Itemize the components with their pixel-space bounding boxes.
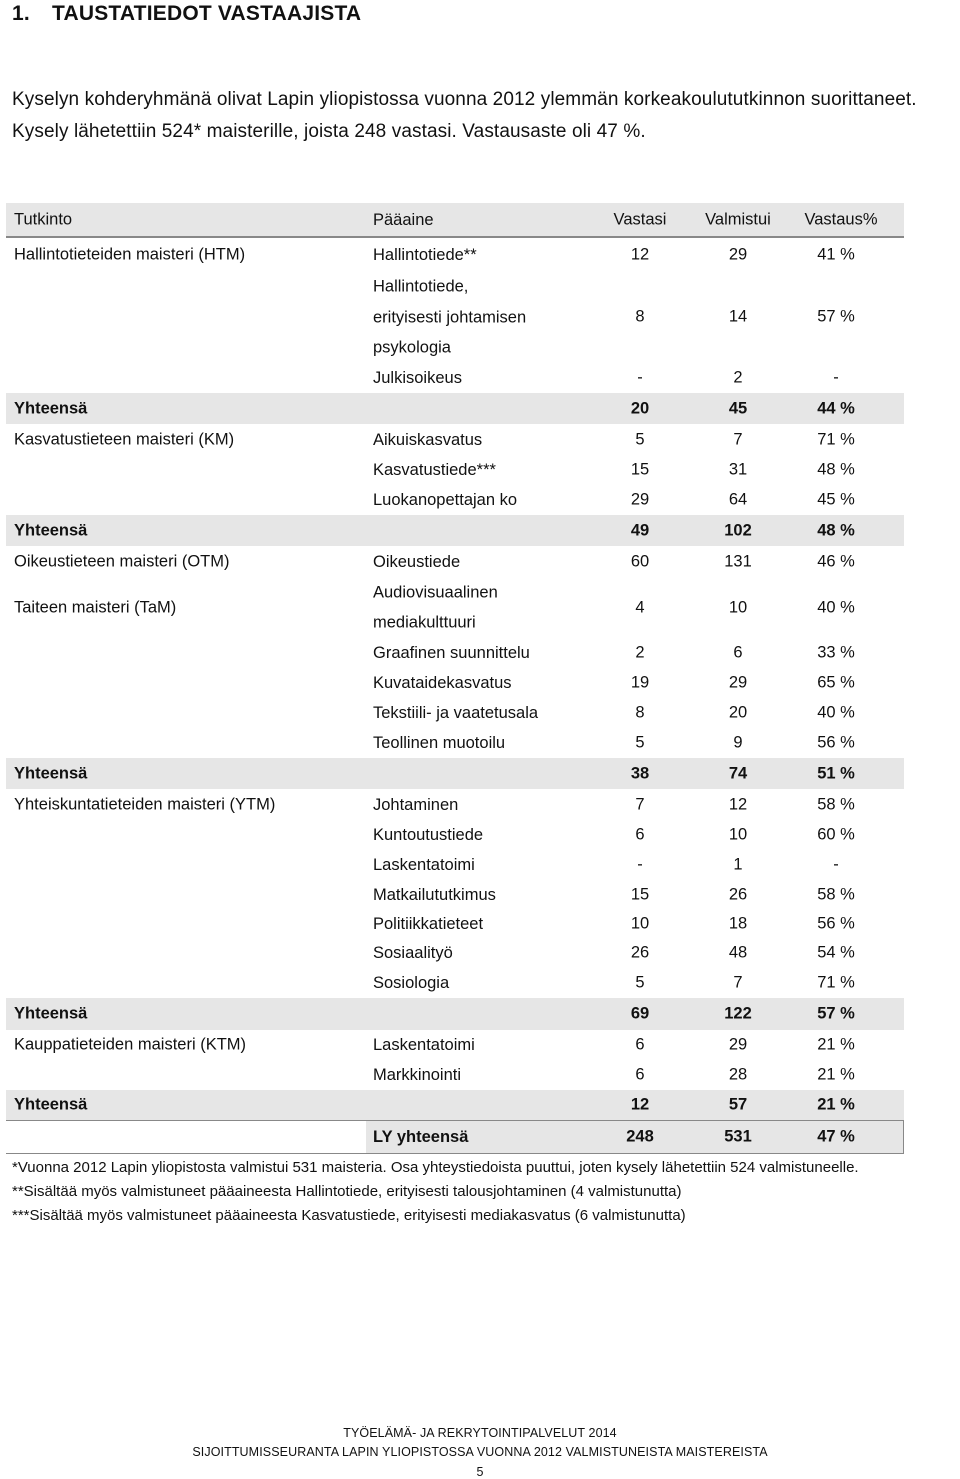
respondents-table bbox=[6, 203, 904, 1154]
table-row bbox=[6, 910, 904, 937]
cell-rate: 58 % bbox=[817, 795, 855, 813]
cell-rate: 41 % bbox=[817, 245, 855, 263]
cell-responded: 69 bbox=[630, 1004, 650, 1023]
cell-graduated: 6 bbox=[733, 643, 743, 662]
table-row bbox=[6, 1060, 904, 1090]
cell-major: Graafinen suunnittelu bbox=[373, 643, 530, 662]
header-major: Pääaine bbox=[373, 210, 434, 229]
table-row bbox=[6, 546, 904, 577]
cell-responded: 60 bbox=[630, 552, 650, 570]
cell-responded: 38 bbox=[630, 764, 650, 782]
cell-graduated: 18 bbox=[728, 914, 748, 932]
cell-graduated: 29 bbox=[728, 1035, 748, 1054]
cell-responded: 49 bbox=[630, 521, 650, 539]
cell-major: Laskentatoimi bbox=[373, 855, 475, 874]
cell-major: Hallintotiede, erityisesti johtamisen psykologia bbox=[373, 277, 527, 357]
cell-degree: Oikeustieteen maisteri (OTM) bbox=[14, 552, 230, 570]
cell-rate: 44 % bbox=[817, 399, 855, 417]
cell-graduated: 14 bbox=[728, 307, 748, 326]
cell-rate: 40 % bbox=[817, 598, 855, 616]
table-body bbox=[6, 238, 904, 1120]
cell-rate: 71 % bbox=[817, 973, 855, 992]
footer-line-1: TYÖELÄMÄ- JA REKRYTOINTIPALVELUT 2014 bbox=[343, 1426, 617, 1440]
cell-rate: 57 % bbox=[817, 307, 855, 326]
cell-degree: Taiteen maisteri (TaM) bbox=[14, 598, 177, 616]
cell-rate: 56 % bbox=[817, 914, 855, 932]
cell-degree: Kasvatustieteen maisteri (KM) bbox=[14, 430, 235, 448]
cell-graduated: 31 bbox=[728, 460, 748, 479]
cell-major: Kuntoutustiede bbox=[373, 825, 484, 844]
grand-total-rate: 47 % bbox=[817, 1127, 855, 1146]
cell-degree: Yhteensä bbox=[14, 764, 88, 782]
cell-rate: 60 % bbox=[817, 825, 855, 844]
cell-graduated: 45 bbox=[728, 399, 748, 417]
cell-major: Teollinen muotoilu bbox=[373, 733, 506, 752]
cell-responded: 2 bbox=[635, 643, 645, 662]
cell-rate: 45 % bbox=[817, 490, 855, 509]
cell-rate: 48 % bbox=[817, 460, 855, 479]
subtotal-row bbox=[6, 758, 904, 789]
grand-total-responded: 248 bbox=[626, 1127, 654, 1146]
cell-responded: 6 bbox=[635, 825, 645, 844]
cell-major: Laskentatoimi bbox=[373, 1035, 475, 1054]
cell-rate: 21 % bbox=[817, 1065, 855, 1084]
table-row bbox=[6, 937, 904, 968]
cell-degree: Kauppatieteiden maisteri (KTM) bbox=[14, 1035, 247, 1054]
cell-rate: 57 % bbox=[817, 1004, 855, 1023]
cell-rate: - bbox=[833, 368, 839, 387]
section-heading bbox=[12, 2, 362, 26]
cell-responded: 8 bbox=[635, 307, 645, 326]
cell-major: Audiovisuaalinen mediakulttuuri bbox=[373, 583, 498, 632]
table-row bbox=[6, 668, 904, 698]
cell-major: Kuvataidekasvatus bbox=[373, 673, 512, 692]
cell-rate: 51 % bbox=[817, 764, 855, 782]
footnote-1: *Vuonna 2012 Lapin yliopistosta valmistui 531 maisteria. Osa yhteystiedoista puuttui, joten kysely lähetettiin 524 valmistuneelle. bbox=[12, 1159, 859, 1176]
cell-rate: 21 % bbox=[817, 1095, 855, 1114]
cell-graduated: 1 bbox=[733, 855, 743, 874]
table-row bbox=[6, 789, 904, 820]
cell-degree: Yhteensä bbox=[14, 399, 88, 417]
intro-paragraph: Kyselyn kohderyhmänä olivat Lapin yliopistossa vuonna 2012 ylemmän korkeakoulututkinnon suorittaneet. Kysely lähetettiin 524* maisterille, joista 248 vastasi. Vastausaste oli 47 %. bbox=[12, 89, 917, 142]
cell-rate: 46 % bbox=[817, 552, 855, 570]
cell-major: Markkinointi bbox=[373, 1065, 462, 1084]
cell-rate: 65 % bbox=[817, 673, 855, 692]
cell-graduated: 57 bbox=[728, 1095, 748, 1114]
cell-responded: 12 bbox=[630, 245, 650, 263]
cell-degree: Yhteiskuntatieteiden maisteri (YTM) bbox=[14, 795, 276, 813]
grand-total-row bbox=[6, 1120, 904, 1154]
table-row bbox=[6, 485, 904, 515]
header-degree: Tutkinto bbox=[14, 210, 73, 228]
cell-rate: 48 % bbox=[817, 521, 855, 539]
cell-degree: Hallintotieteiden maisteri (HTM) bbox=[14, 245, 246, 263]
cell-rate: 58 % bbox=[817, 885, 855, 904]
cell-graduated: 64 bbox=[728, 490, 748, 509]
cell-major: Oikeustiede bbox=[373, 552, 461, 571]
footnote-3: ***Sisältää myös valmistuneet pääaineesta Kasvatustiede, erityisesti mediakasvatus (6 valmistunutta) bbox=[12, 1207, 686, 1224]
cell-responded: 15 bbox=[630, 885, 650, 904]
page-number: 5 bbox=[476, 1465, 484, 1479]
cell-major: Julkisoikeus bbox=[373, 368, 462, 387]
cell-graduated: 28 bbox=[728, 1065, 748, 1084]
cell-graduated: 10 bbox=[728, 825, 748, 844]
cell-graduated: 2 bbox=[733, 368, 743, 387]
footnote-2: **Sisältää myös valmistuneet pääaineesta Hallintotiede, erityisesti talousjohtaminen (4 valmistunutta) bbox=[12, 1183, 682, 1200]
cell-responded: 10 bbox=[630, 914, 650, 932]
cell-graduated: 10 bbox=[728, 598, 748, 616]
cell-rate: 21 % bbox=[817, 1035, 855, 1054]
cell-rate: 54 % bbox=[817, 943, 855, 961]
subtotal-row bbox=[6, 393, 904, 424]
cell-graduated: 26 bbox=[728, 885, 748, 904]
subtotal-row bbox=[6, 515, 904, 546]
cell-responded: 29 bbox=[630, 490, 650, 509]
cell-responded: 19 bbox=[630, 673, 650, 692]
cell-responded: 5 bbox=[635, 430, 645, 448]
table-row bbox=[6, 363, 904, 393]
table-header bbox=[6, 203, 904, 238]
cell-rate: 33 % bbox=[817, 643, 855, 662]
header-graduated: Valmistui bbox=[705, 210, 771, 228]
cell-rate: 71 % bbox=[817, 430, 855, 448]
table-row bbox=[6, 728, 904, 758]
cell-graduated: 29 bbox=[728, 245, 748, 263]
cell-responded: 15 bbox=[630, 460, 650, 479]
cell-graduated: 20 bbox=[728, 703, 748, 722]
section-title: TAUSTATIEDOT VASTAAJISTA bbox=[52, 2, 362, 25]
cell-graduated: 7 bbox=[733, 973, 743, 992]
cell-responded: 20 bbox=[630, 399, 650, 417]
table-row bbox=[6, 577, 904, 638]
table-row bbox=[6, 850, 904, 880]
footnotes bbox=[12, 1156, 942, 1228]
cell-responded: 5 bbox=[635, 973, 645, 992]
cell-graduated: 74 bbox=[728, 764, 748, 782]
cell-major: Johtaminen bbox=[373, 795, 459, 814]
cell-responded: 26 bbox=[630, 943, 650, 961]
footer-line-2: SIJOITTUMISSEURANTA LAPIN YLIOPISTOSSA VUONNA 2012 VALMISTUNEISTA MAISTEREISTA bbox=[192, 1445, 768, 1459]
header-rate: Vastaus% bbox=[804, 210, 878, 228]
cell-rate: 56 % bbox=[817, 733, 855, 752]
section-number: 1. bbox=[12, 2, 30, 25]
table-row bbox=[6, 271, 904, 363]
grand-total-graduated: 531 bbox=[724, 1127, 752, 1146]
cell-major: Politiikkatieteet bbox=[373, 914, 484, 933]
cell-degree: Yhteensä bbox=[14, 1095, 88, 1114]
table-row bbox=[6, 424, 904, 455]
cell-major: Tekstiili- ja vaatetusala bbox=[373, 703, 539, 722]
cell-degree: Yhteensä bbox=[14, 521, 88, 539]
cell-major: Aikuiskasvatus bbox=[373, 430, 483, 449]
subtotal-row bbox=[6, 998, 904, 1030]
cell-responded: 7 bbox=[635, 795, 645, 813]
table-row bbox=[6, 1030, 904, 1060]
table-row bbox=[6, 698, 904, 728]
table-row bbox=[6, 968, 904, 998]
cell-graduated: 102 bbox=[724, 521, 752, 539]
cell-responded: 12 bbox=[630, 1095, 650, 1114]
table-row bbox=[6, 880, 904, 910]
subtotal-row bbox=[6, 1090, 904, 1120]
cell-responded: 8 bbox=[635, 703, 645, 722]
cell-graduated: 12 bbox=[728, 795, 748, 813]
cell-responded: 5 bbox=[635, 733, 645, 752]
cell-major: Matkailututkimus bbox=[373, 885, 496, 904]
cell-degree: Yhteensä bbox=[14, 1004, 88, 1023]
cell-responded: 4 bbox=[635, 598, 645, 616]
table-row bbox=[6, 820, 904, 850]
table-row bbox=[6, 638, 904, 668]
cell-major: Kasvatustiede*** bbox=[373, 460, 496, 479]
cell-major: Luokanopettajan ko bbox=[373, 490, 518, 509]
cell-graduated: 7 bbox=[733, 430, 743, 448]
grand-total-label: LY yhteensä bbox=[373, 1127, 469, 1146]
table-row bbox=[6, 455, 904, 485]
cell-major: Sosiaalityö bbox=[373, 943, 453, 962]
cell-rate: - bbox=[833, 855, 839, 874]
cell-responded: 6 bbox=[635, 1065, 645, 1084]
header-responded: Vastasi bbox=[613, 210, 667, 228]
cell-rate: 40 % bbox=[817, 703, 855, 722]
cell-major: Sosiologia bbox=[373, 973, 450, 992]
cell-graduated: 29 bbox=[728, 673, 748, 692]
table-row bbox=[6, 238, 904, 271]
cell-responded: - bbox=[637, 368, 643, 387]
cell-major: Hallintotiede** bbox=[373, 245, 477, 264]
cell-responded: 6 bbox=[635, 1035, 645, 1054]
cell-graduated: 131 bbox=[724, 552, 752, 570]
cell-graduated: 48 bbox=[728, 943, 748, 961]
cell-graduated: 9 bbox=[733, 733, 743, 752]
cell-responded: - bbox=[637, 855, 643, 874]
cell-graduated: 122 bbox=[724, 1004, 752, 1023]
